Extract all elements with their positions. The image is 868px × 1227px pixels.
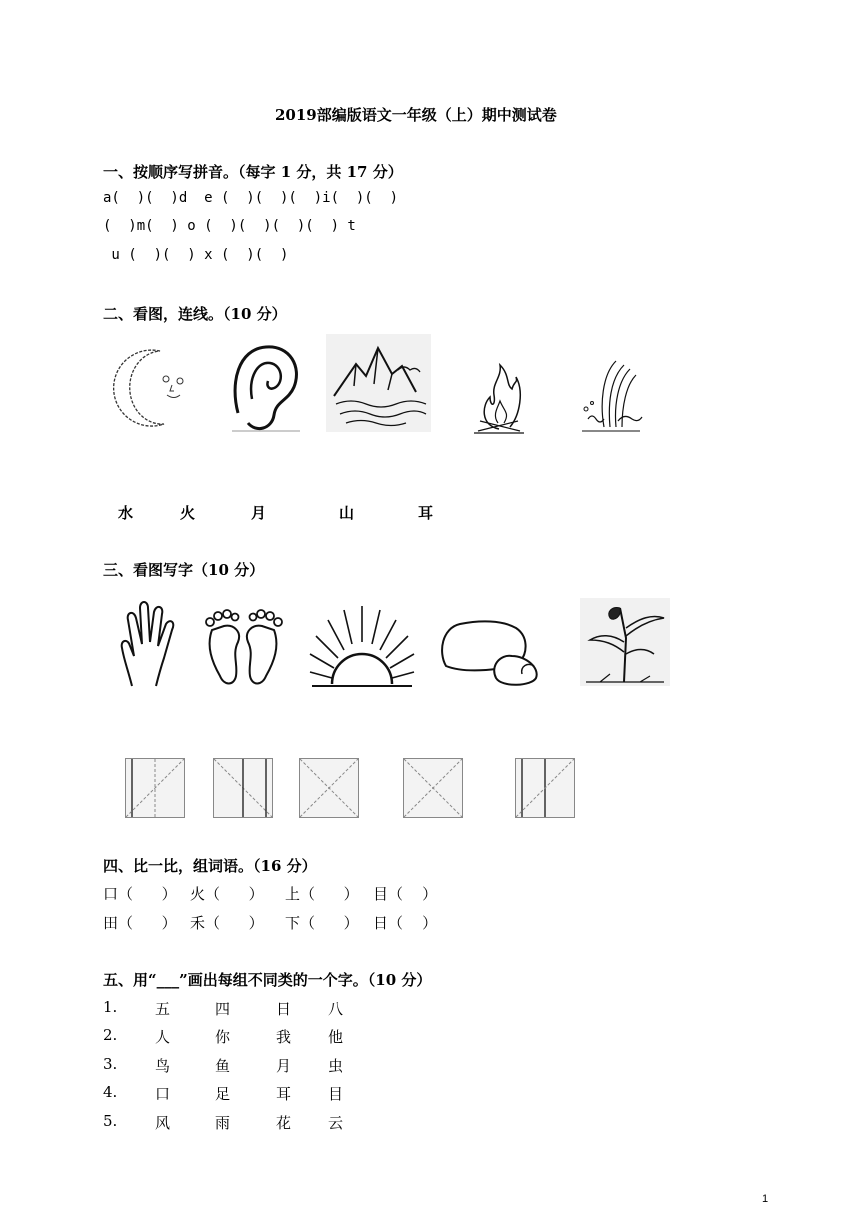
page-title: 2019部编版语文一年级（上）期中测试卷 — [275, 106, 557, 124]
stone-icon — [436, 616, 544, 692]
writing-grid-box[interactable] — [125, 758, 185, 818]
page-number: 1 — [762, 1193, 769, 1205]
compare-item: 下（ ） — [285, 914, 359, 932]
writing-grid-box[interactable] — [213, 758, 273, 818]
section4-heading: 四、比一比，组词语。（16 分） — [103, 857, 317, 875]
section1-heading: 一、按顺序写拼音。（每字 1 分，共 17 分） — [103, 163, 403, 181]
word-char: 我 — [276, 1028, 292, 1046]
waterfall-icon — [578, 355, 644, 439]
moon-icon — [112, 345, 194, 434]
hand-icon — [118, 600, 182, 694]
section5-heading: 五、用“___”画出每组不同类的一个字。（10 分） — [103, 971, 432, 989]
word-char: 耳 — [276, 1085, 292, 1103]
word-char: 五 — [155, 1000, 171, 1018]
grain-plant-icon — [580, 598, 670, 686]
section3-heading: 三、看图写字（10 分） — [103, 561, 265, 579]
word-char: 人 — [155, 1028, 171, 1046]
mountain-icon — [326, 334, 431, 432]
compare-item: 日（ ） — [373, 914, 438, 932]
row-number: 2. — [103, 1026, 118, 1044]
row-number: 5. — [103, 1112, 118, 1130]
pinyin-line-1: a( )( )d e ( )( )( )i( )( ) — [103, 190, 399, 206]
compare-item: 禾（ ） — [190, 914, 264, 932]
word-char: 目 — [328, 1085, 344, 1103]
compare-item: 火（ ） — [190, 885, 264, 903]
pinyin-line-2: ( )m( ) o ( )( )( )( ) t — [103, 218, 356, 234]
word-char: 虫 — [328, 1057, 344, 1075]
word-char: 鱼 — [215, 1057, 231, 1075]
word-char: 他 — [328, 1028, 344, 1046]
match-word-fire: 火 — [180, 504, 196, 522]
row-number: 1. — [103, 998, 118, 1016]
writing-grid-box[interactable] — [403, 758, 463, 818]
section2-heading: 二、看图，连线。（10 分） — [103, 305, 287, 323]
word-char: 鸟 — [155, 1057, 171, 1075]
match-word-mountain: 山 — [339, 504, 355, 522]
row-number: 3. — [103, 1055, 118, 1073]
sun-icon — [308, 598, 416, 694]
word-char: 你 — [215, 1028, 231, 1046]
compare-item: 田（ ） — [103, 914, 177, 932]
fire-icon — [470, 355, 528, 439]
word-char: 花 — [276, 1114, 292, 1132]
writing-grid-box[interactable] — [515, 758, 575, 818]
word-char: 月 — [276, 1057, 292, 1075]
word-char: 口 — [155, 1085, 171, 1103]
row-number: 4. — [103, 1083, 118, 1101]
word-char: 日 — [276, 1000, 292, 1018]
compare-item: 目（ ） — [373, 885, 438, 903]
word-char: 四 — [215, 1000, 231, 1018]
compare-item: 口（ ） — [103, 885, 177, 903]
pinyin-line-3: u ( )( ) x ( )( ) — [103, 247, 289, 263]
word-char: 雨 — [215, 1114, 231, 1132]
word-char: 足 — [215, 1085, 231, 1103]
match-word-ear: 耳 — [418, 504, 434, 522]
match-word-water: 水 — [118, 504, 134, 522]
feet-icon — [198, 606, 290, 694]
writing-grid-box[interactable] — [299, 758, 359, 818]
compare-item: 上（ ） — [285, 885, 359, 903]
word-char: 云 — [328, 1114, 344, 1132]
word-char: 八 — [328, 1000, 344, 1018]
word-char: 风 — [155, 1114, 171, 1132]
ear-icon — [228, 343, 302, 437]
match-word-moon: 月 — [251, 504, 267, 522]
